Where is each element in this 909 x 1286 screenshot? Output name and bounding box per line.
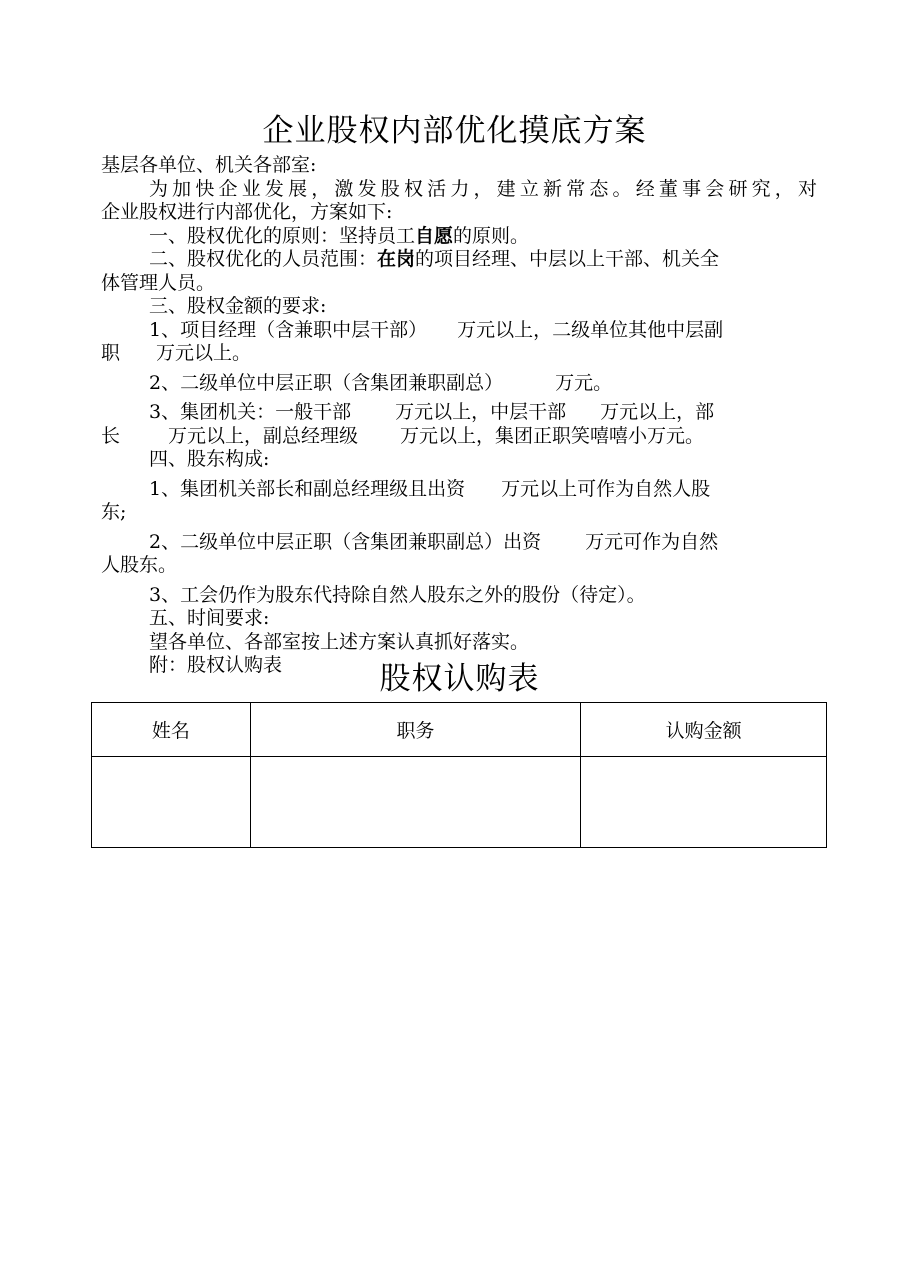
section-3-item-2 [101, 372, 817, 396]
section-4-item-1-continued: 东; [101, 501, 127, 523]
document-title: 企业股权内部优化摸底方案 [262, 113, 647, 149]
column-header-name: 姓名 [92, 703, 251, 757]
section-3-item-3-text: 3、集团机关：一般干部 [149, 401, 352, 423]
column-header-amount: 认购金额 [581, 703, 827, 757]
section-3-item-1 [101, 319, 817, 343]
section-3-item-3-text-b: 万元以上，中层干部 [395, 401, 567, 423]
section-3-item-1-text: 1、项目经理（含兼职中层干部） [149, 318, 428, 341]
section-3-item-1-text-b: 万元以上，二级单位其他中层副 [457, 318, 724, 341]
section-3-item-1-text-c: 职 [101, 342, 121, 364]
section-2-text-end: 的项目经理、中层以上干部、机关全 [415, 248, 720, 270]
section-2-emphasis: 在岗 [377, 248, 416, 270]
document-body [101, 154, 817, 678]
section-1-text: 一、股权优化的原则：坚持员工 [149, 224, 416, 247]
attachment-line: 附：股权认购表 [149, 654, 283, 676]
section-3-item-2-text: 2、二级单位中层正职（含集团兼职副总） [149, 371, 504, 394]
section-3-item-2-text-b: 万元。 [555, 371, 613, 394]
closing-line: 望各单位、各部室按上述方案认真抓好落实。 [149, 630, 530, 653]
cell-position[interactable] [250, 757, 581, 848]
section-4-item-1 [101, 478, 817, 502]
cell-name[interactable] [92, 757, 251, 848]
section-4-item-1-text-b: 万元以上可作为自然人股 [501, 477, 711, 500]
section-4-item-2-text-b: 万元可作为自然 [585, 530, 719, 553]
section-4-item-2-continued: 人股东。 [101, 554, 178, 576]
section-2-text: 二、股权优化的人员范围： [149, 248, 378, 270]
section-3-item-1-continued [101, 342, 817, 366]
section-4-item-2 [101, 531, 817, 555]
section-2-scope [101, 248, 817, 272]
section-1-emphasis: 自愿 [415, 224, 454, 247]
section-3-heading: 三、股权金额的要求: [149, 295, 327, 317]
section-1-text-end: 的原则。 [453, 224, 530, 247]
section-3-item-3-text-d: 长 [101, 424, 121, 447]
section-3-item-3 [101, 401, 817, 425]
intro-line-1: 为加快企业发展，激发股权活力，建立新常态。经董事会研究，对 [149, 177, 817, 200]
section-2-continued: 体管理人员。 [101, 271, 216, 294]
subscription-table [91, 702, 827, 848]
section-3-item-3-text-e: 万元以上，副总经理级 [168, 424, 359, 447]
section-3-item-3-continued [101, 425, 817, 449]
section-3-item-3-text-c: 万元以上，部 [600, 401, 715, 423]
table-title: 股权认购表 [379, 661, 540, 697]
cell-amount[interactable] [581, 757, 827, 848]
table-header-row [92, 703, 827, 757]
section-4-item-1-text: 1、集团机关部长和副总经理级且出资 [149, 477, 466, 500]
salutation: 基层各单位、机关各部室: [101, 154, 317, 176]
section-4-heading: 四、股东构成: [149, 448, 270, 470]
column-header-position: 职务 [250, 703, 581, 757]
intro-line-2: 企业股权进行内部优化，方案如下: [101, 201, 393, 223]
section-3-item-3-text-f: 万元以上，集团正职笑嘻嘻小万元。 [400, 424, 705, 447]
section-4-item-3: 3、工会仍作为股东代持除自然人股东之外的股份（待定）。 [149, 583, 646, 606]
section-1-principle [101, 225, 817, 249]
section-4-item-2-text: 2、二级单位中层正职（含集团兼职副总）出资 [149, 530, 542, 553]
table-row [92, 757, 827, 848]
section-3-item-1-text-d: 万元以上。 [156, 342, 252, 364]
section-5-heading: 五、时间要求: [149, 607, 270, 629]
